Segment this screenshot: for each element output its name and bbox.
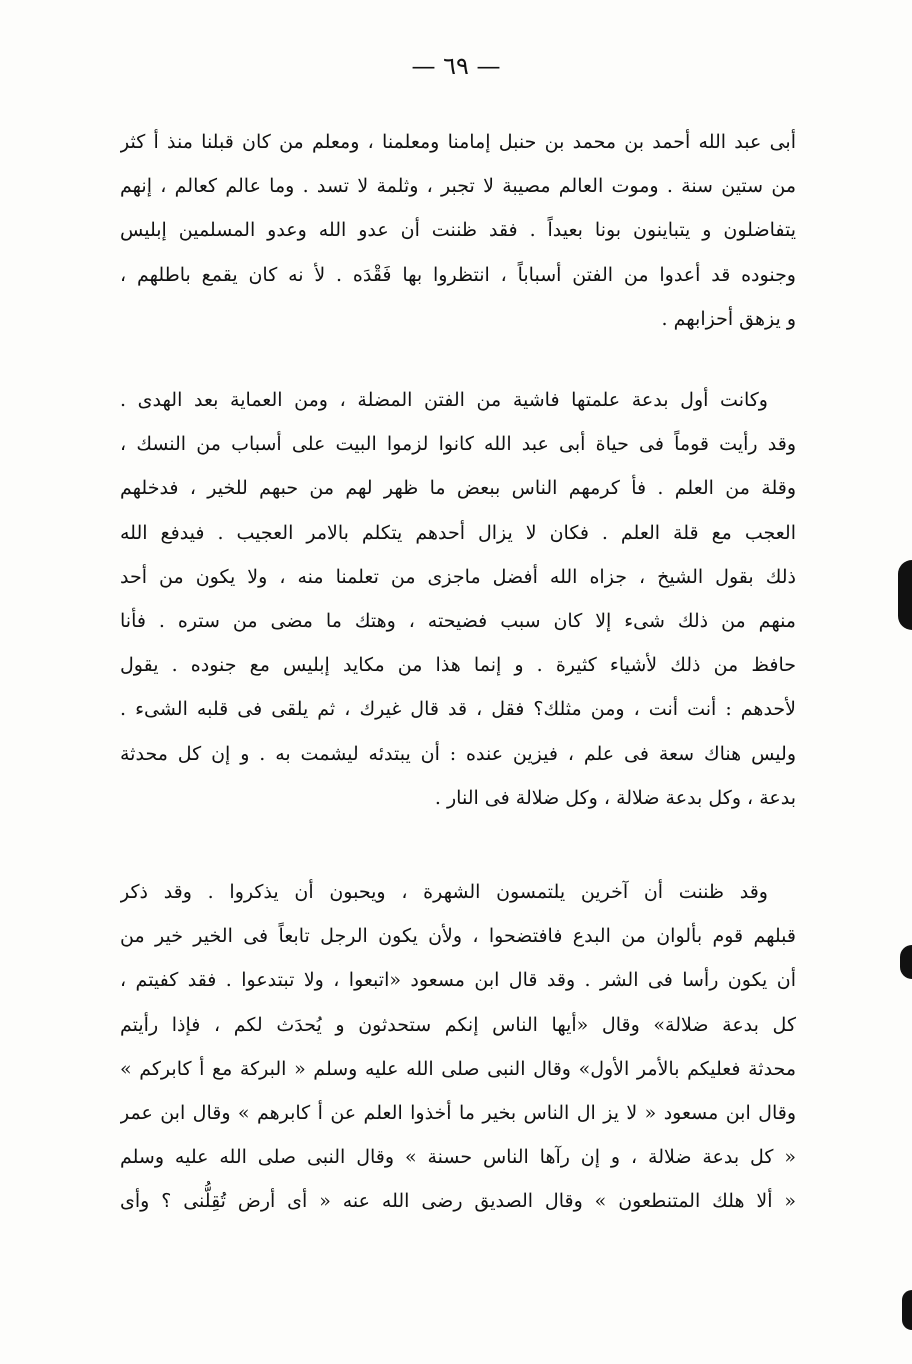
ink-blot [900, 945, 912, 979]
text-line: وقلة من العلم . فأ كرمهم الناس ببعض ما ظهر لهم من حبهم للخير ، فدخلهم [120, 477, 796, 500]
text-line: منهم من ذلك شىء إلا كان سبب فضيحته ، وهتك ما مضى من ستره . فأنا [120, 609, 796, 632]
paragraph-2 [120, 378, 796, 820]
text-line: « كل بدعة ضلالة ، و إن رآها الناس حسنة » وقال النبى صلى الله عليه وسلم [120, 1146, 796, 1169]
text-line: وقد رأيت قوماً فى حياة أبى عبد الله كانوا لزموا البيت على أسباب من النسك ، [120, 433, 796, 456]
text-line: وكانت أول بدعة علمتها فاشية من الفتن المضلة ، ومن العماية بعد الهدى . [120, 389, 768, 411]
text-line: العجب مع قلة العلم . فكان لا يزال أحدهم يتكلم بالامر العجيب . فيدفع الله [120, 521, 796, 544]
ink-blot [898, 560, 912, 630]
text-line: كل بدعة ضلالة» وقال «أيها الناس إنكم ستحدثون و يُحدَث لكم ، فإذا رأيتم [120, 1013, 796, 1036]
paragraph-3 [120, 870, 796, 1224]
text-line: ذلك بقول الشيخ ، جزاه الله أفضل ماجزى من تعلمنا منه ، ولا يكون من أحد [120, 565, 796, 588]
text-line: أبى عبد الله أحمد بن محمد بن حنبل إمامنا ومعلمنا ، ومعلم من كان قبلنا منذ أ كثر [120, 131, 796, 153]
ink-blot [902, 1290, 912, 1330]
text-line: وليس هناك سعة فى علم ، فيزين عنده : أن يبتدئه ليشمت به . و إن كل محدثة [120, 742, 796, 765]
text-line: يتفاضلون و يتباينون بونا بعيداً . فقد ظننت أن عدو الله وعدو المسلمين إبليس [120, 219, 796, 242]
text-line: بدعة ، وكل بدعة ضلالة ، وكل ضلالة فى النار . [434, 786, 796, 809]
page-number: — ٦٩ — [411, 52, 501, 80]
text-line: محدثة فعليكم بالأمر الأول» وقال النبى صلى الله عليه وسلم « البركة مع أ كابركم » [120, 1057, 796, 1080]
text-line: قبلهم قوم بألوان من البدع فافتضحوا ، ولأن يكون الرجل تابعاً فى الخير خير من [120, 925, 796, 948]
text-line: حافظ من ذلك لأشياء كثيرة . و إنما هذا من مكايد إبليس مع جنوده . يقول [120, 654, 796, 677]
text-line: و يزهق أحزابهم . [661, 307, 796, 330]
text-line: لأحدهم : أنت أنت ، ومن مثلك؟ فقل ، قد قال غيرك ، ثم يلقى فى قلبه الشىء . [120, 698, 796, 721]
text-line: وقال ابن مسعود « لا يز ال الناس بخير ما أخذوا العلم عن أ كابرهم » وقال ابن عمر [120, 1101, 796, 1124]
text-line: من ستين سنة . وموت العالم مصيبة لا تجبر ، وثلمة لا تسد . وما عالم كعالم ، إنهم [120, 175, 796, 198]
text-line: أن يكون رأسا فى الشر . وقد قال ابن مسعود «اتبعوا ، ولا تبتدعوا . فقد كفيتم ، [120, 969, 796, 992]
text-line: وجنوده قد أعدوا من الفتن أسباباً ، انتظروا بها فَقْدَه . لأ نه كان يقمع باطلهم ، [120, 263, 796, 286]
paragraph-1 [120, 120, 796, 341]
text-line: وقد ظننت أن آخرين يلتمسون الشهرة ، ويحبون أن يذكروا . وقد ذكر [120, 881, 768, 903]
text-line: « ألا هلك المتنطعون » وقال الصديق رضى الله عنه « أى أرض تُقِلُّنى ؟ وأى [120, 1190, 796, 1213]
